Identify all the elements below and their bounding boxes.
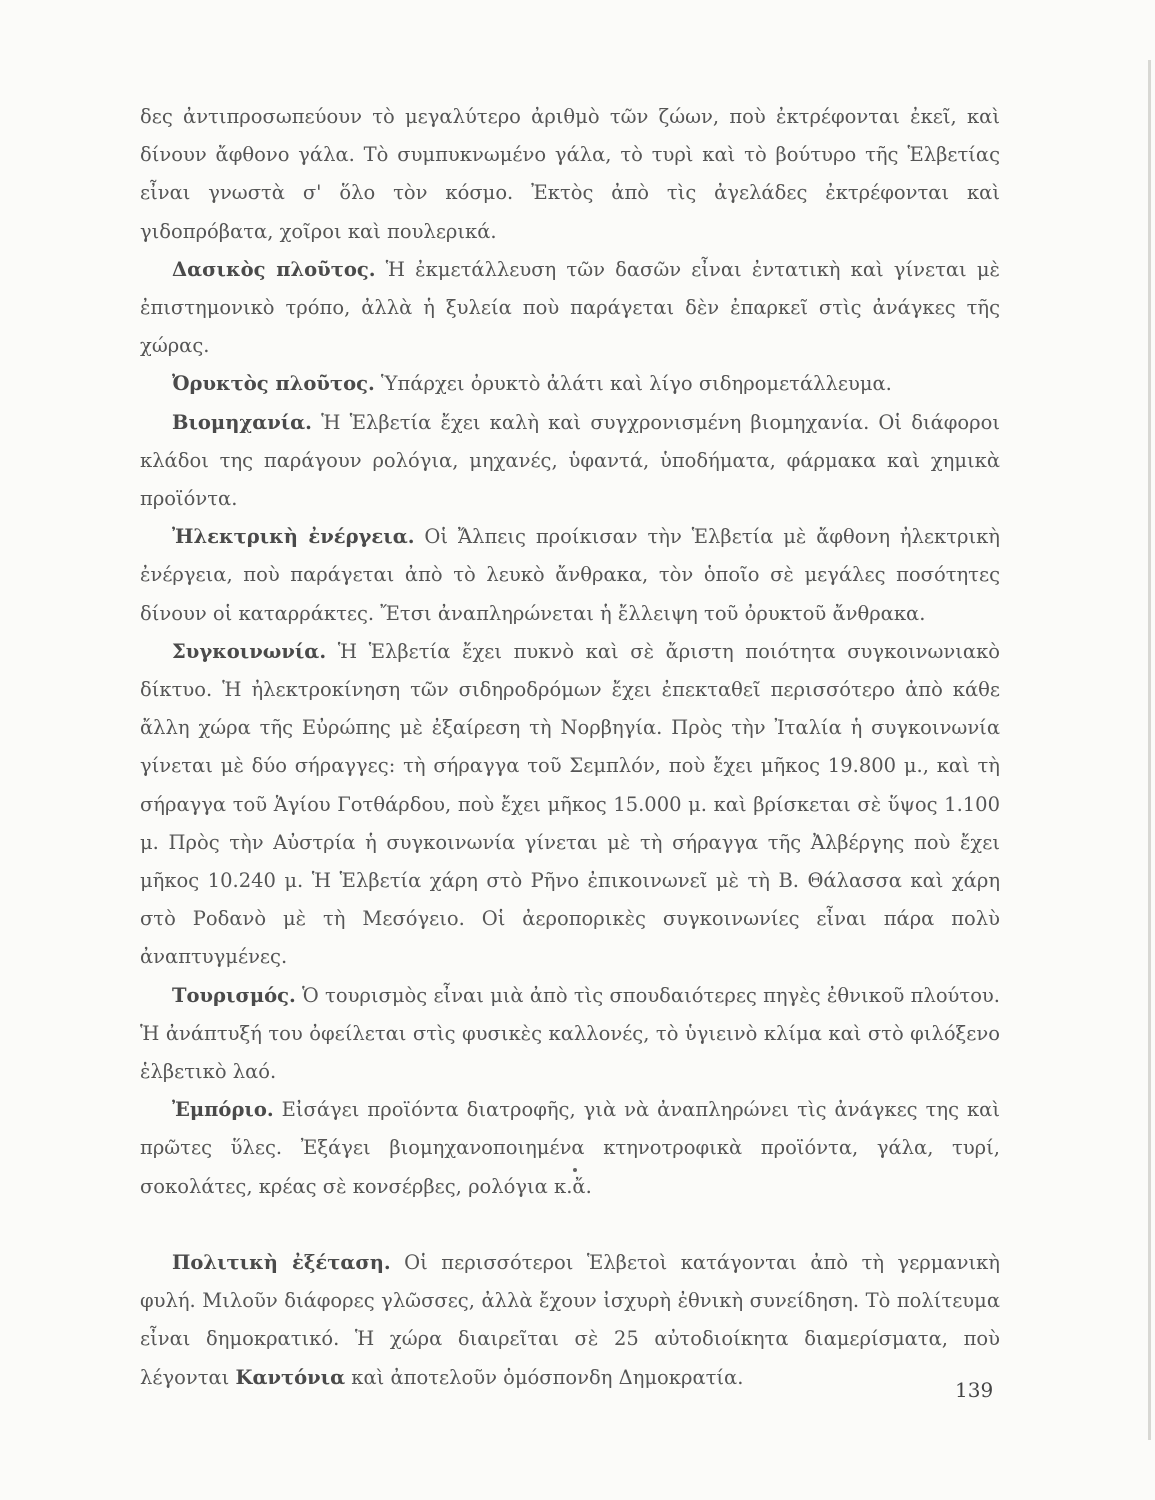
paragraph-mineral-wealth <box>140 365 1000 403</box>
separator-dot <box>573 1168 577 1172</box>
section-gap <box>140 1206 1000 1244</box>
paragraph-politics <box>140 1244 1000 1397</box>
section-heading-politics: Πολιτικὴ ἐξέταση. <box>172 1250 391 1274</box>
section-heading-trade: Ἐμπόριο. <box>172 1098 274 1122</box>
paragraph-text: Ἡ Ἑλβετία ἔχει καλὴ καὶ συγχρονισμένη βιομηχανία. Οἱ διάφοροι κλάδοι της παράγουν ρολόγια, μηχανές, ὑφαντά, ὑποδήματα, φάρμακα καὶ χημικὰ προϊόντα. <box>140 410 1000 511</box>
paragraph-text: Ἡ ἐκμετάλλευση τῶν δασῶν εἶναι ἐντατικὴ καὶ γίνεται μὲ ἐπιστημονικὸ τρόπο, ἀλλὰ ἡ ξυλεία ποὺ παράγεται δὲν ἐπαρκεῖ στὶς ἀνάγκες τῆς χώρας. <box>140 257 1000 358</box>
paragraph-electric-energy <box>140 518 1000 633</box>
paragraph-text: Ὁ τουρισμὸς εἶναι μιὰ ἀπὸ τὶς σπουδαιότερες πηγὲς ἐθνικοῦ πλούτου. Ἡ ἀνάπτυξή του ὀφείλεται στὶς φυσικὲς καλλονές, τὸ ὑγιεινὸ κλίμα καὶ στὸ φιλόξενο ἑλβετικὸ λαό. <box>140 983 1000 1084</box>
body-text <box>140 98 1000 1397</box>
section-heading-energy: Ἠλεκτρικὴ ἐνέργεια. <box>172 525 415 549</box>
paragraph-industry <box>140 404 1000 519</box>
paragraph-text: Ὑπάρχει ὀρυκτὸ ἀλάτι καὶ λίγο σιδηρομετάλλευμα. <box>374 372 892 396</box>
paragraph-text: Οἱ περισσότεροι Ἑλβετοὶ κατάγονται ἀπὸ τὴ γερμανικὴ φυλή. Μιλοῦν διάφορες γλῶσσες, ἀλλὰ ἔχουν ἰσχυρὴ ἐθνικὴ συνείδηση. Τὸ πολίτευμα εἶναι δημοκρατικό. Ἡ χώρα διαιρεῖται σὲ 25 αὐτοδιοίκητα διαμερίσματα, ποὺ λέγονται <box>140 1250 1000 1389</box>
section-heading-minerals: Ὀρυκτὸς πλοῦτος. <box>172 372 375 396</box>
paragraph-livestock <box>140 98 1000 251</box>
page-edge-shadow <box>1148 60 1151 1440</box>
section-heading-industry: Βιομηχανία. <box>172 410 312 434</box>
paragraph-text: καὶ ἀποτελοῦν ὁμόσπονδη Δημοκρατία. <box>345 1365 744 1389</box>
page-number: 139 <box>955 1378 994 1402</box>
paragraph-transport <box>140 633 1000 977</box>
paragraph-text: Εἰσάγει προϊόντα διατροφῆς, γιὰ νὰ ἀναπληρώνει τὶς ἀνάγκες της καὶ πρῶτες ὕλες. Ἐξάγει βιομηχανοποιημένα κτηνοτροφικὰ προϊόντα, γάλα, τυρί, σοκολάτες, κρέας σὲ κονσέρβες, ρολόγια κ.ἄ. <box>140 1098 1000 1198</box>
keyword-cantons: Καντόνια <box>235 1365 346 1389</box>
section-heading-transport: Συγκοινωνία. <box>172 639 327 663</box>
paragraph-text: Ἡ Ἑλβετία ἔχει πυκνὸ καὶ σὲ ἄριστη ποιότητα συγκοινωνιακὸ δίκτυο. Ἡ ἠλεκτροκίνηση τῶν σιδηροδρόμων ἔχει ἐπεκταθεῖ περισσότερο ἀπὸ κάθε ἄλλη χώρα τῆς Εὐρώπης μὲ ἐξαίρεση τὴ Νορβηγία. Πρὸς τὴν Ἰταλία ἡ συγκοινωνία γίνεται μὲ δύο σήραγγες: τὴ σήραγγα τοῦ Σεμπλόν, ποὺ ἔχει μῆκος 19.800 μ., καὶ τὴ σήραγγα τοῦ Ἁγίου Γοτθάρδου, ποὺ ἔχει μῆκος 15.000 μ. καὶ βρίσκεται σὲ ὕψος 1.100 μ. Πρὸς τὴν Αὐστρία ἡ συγκοινωνία γίνεται μὲ τὴ σήραγγα τῆς Ἀλβέργης ποὺ ἔχει μῆκος 10.240 μ. Ἡ Ἑλβετία χάρη στὸ Ρῆνο ἐπικοινωνεῖ μὲ τὴ Β. Θάλασσα καὶ χάρη στὸ Ροδανὸ μὲ τὴ Μεσόγειο. Οἱ ἀεροπορικὲς συγκοινωνίες εἶναι πάρα πολὺ ἀναπτυγμένες. <box>140 639 1000 969</box>
section-heading-tourism: Τουρισμός. <box>172 983 296 1007</box>
paragraph-tourism <box>140 977 1000 1092</box>
paragraph-text: δες ἀντιπροσωπεύουν τὸ μεγαλύτερο ἀριθμὸ τῶν ζώων, ποὺ ἐκτρέφονται ἐκεῖ, καὶ δίνουν ἄφθονο γάλα. Τὸ συμπυκνωμένο γάλα, τὸ τυρὶ καὶ τὸ βούτυρο τῆς Ἑλβετίας εἶναι γνωστὰ σ' ὅλο τὸν κόσμο. Ἐκτὸς ἀπὸ τὶς ἀγελάδες ἐκτρέφονται καὶ γιδοπρόβατα, χοῖροι καὶ πουλερικά. <box>140 105 1000 243</box>
paragraph-text: Οἱ Ἄλπεις προίκισαν τὴν Ἑλβετία μὲ ἄφθονη ἠλεκτρικὴ ἐνέργεια, ποὺ παράγεται ἀπὸ τὸ λευκὸ ἄνθρακα, τὸν ὁποῖο σὲ μεγάλες ποσότητες δίνουν οἱ καταρράκτες. Ἔτσι ἀναπληρώνεται ἡ ἔλλειψη τοῦ ὀρυκτοῦ ἄνθρακα. <box>140 525 1000 625</box>
paragraph-trade <box>140 1091 1000 1206</box>
paragraph-forest-wealth <box>140 251 1000 366</box>
section-heading-forest: Δασικὸς πλοῦτος. <box>172 257 376 281</box>
